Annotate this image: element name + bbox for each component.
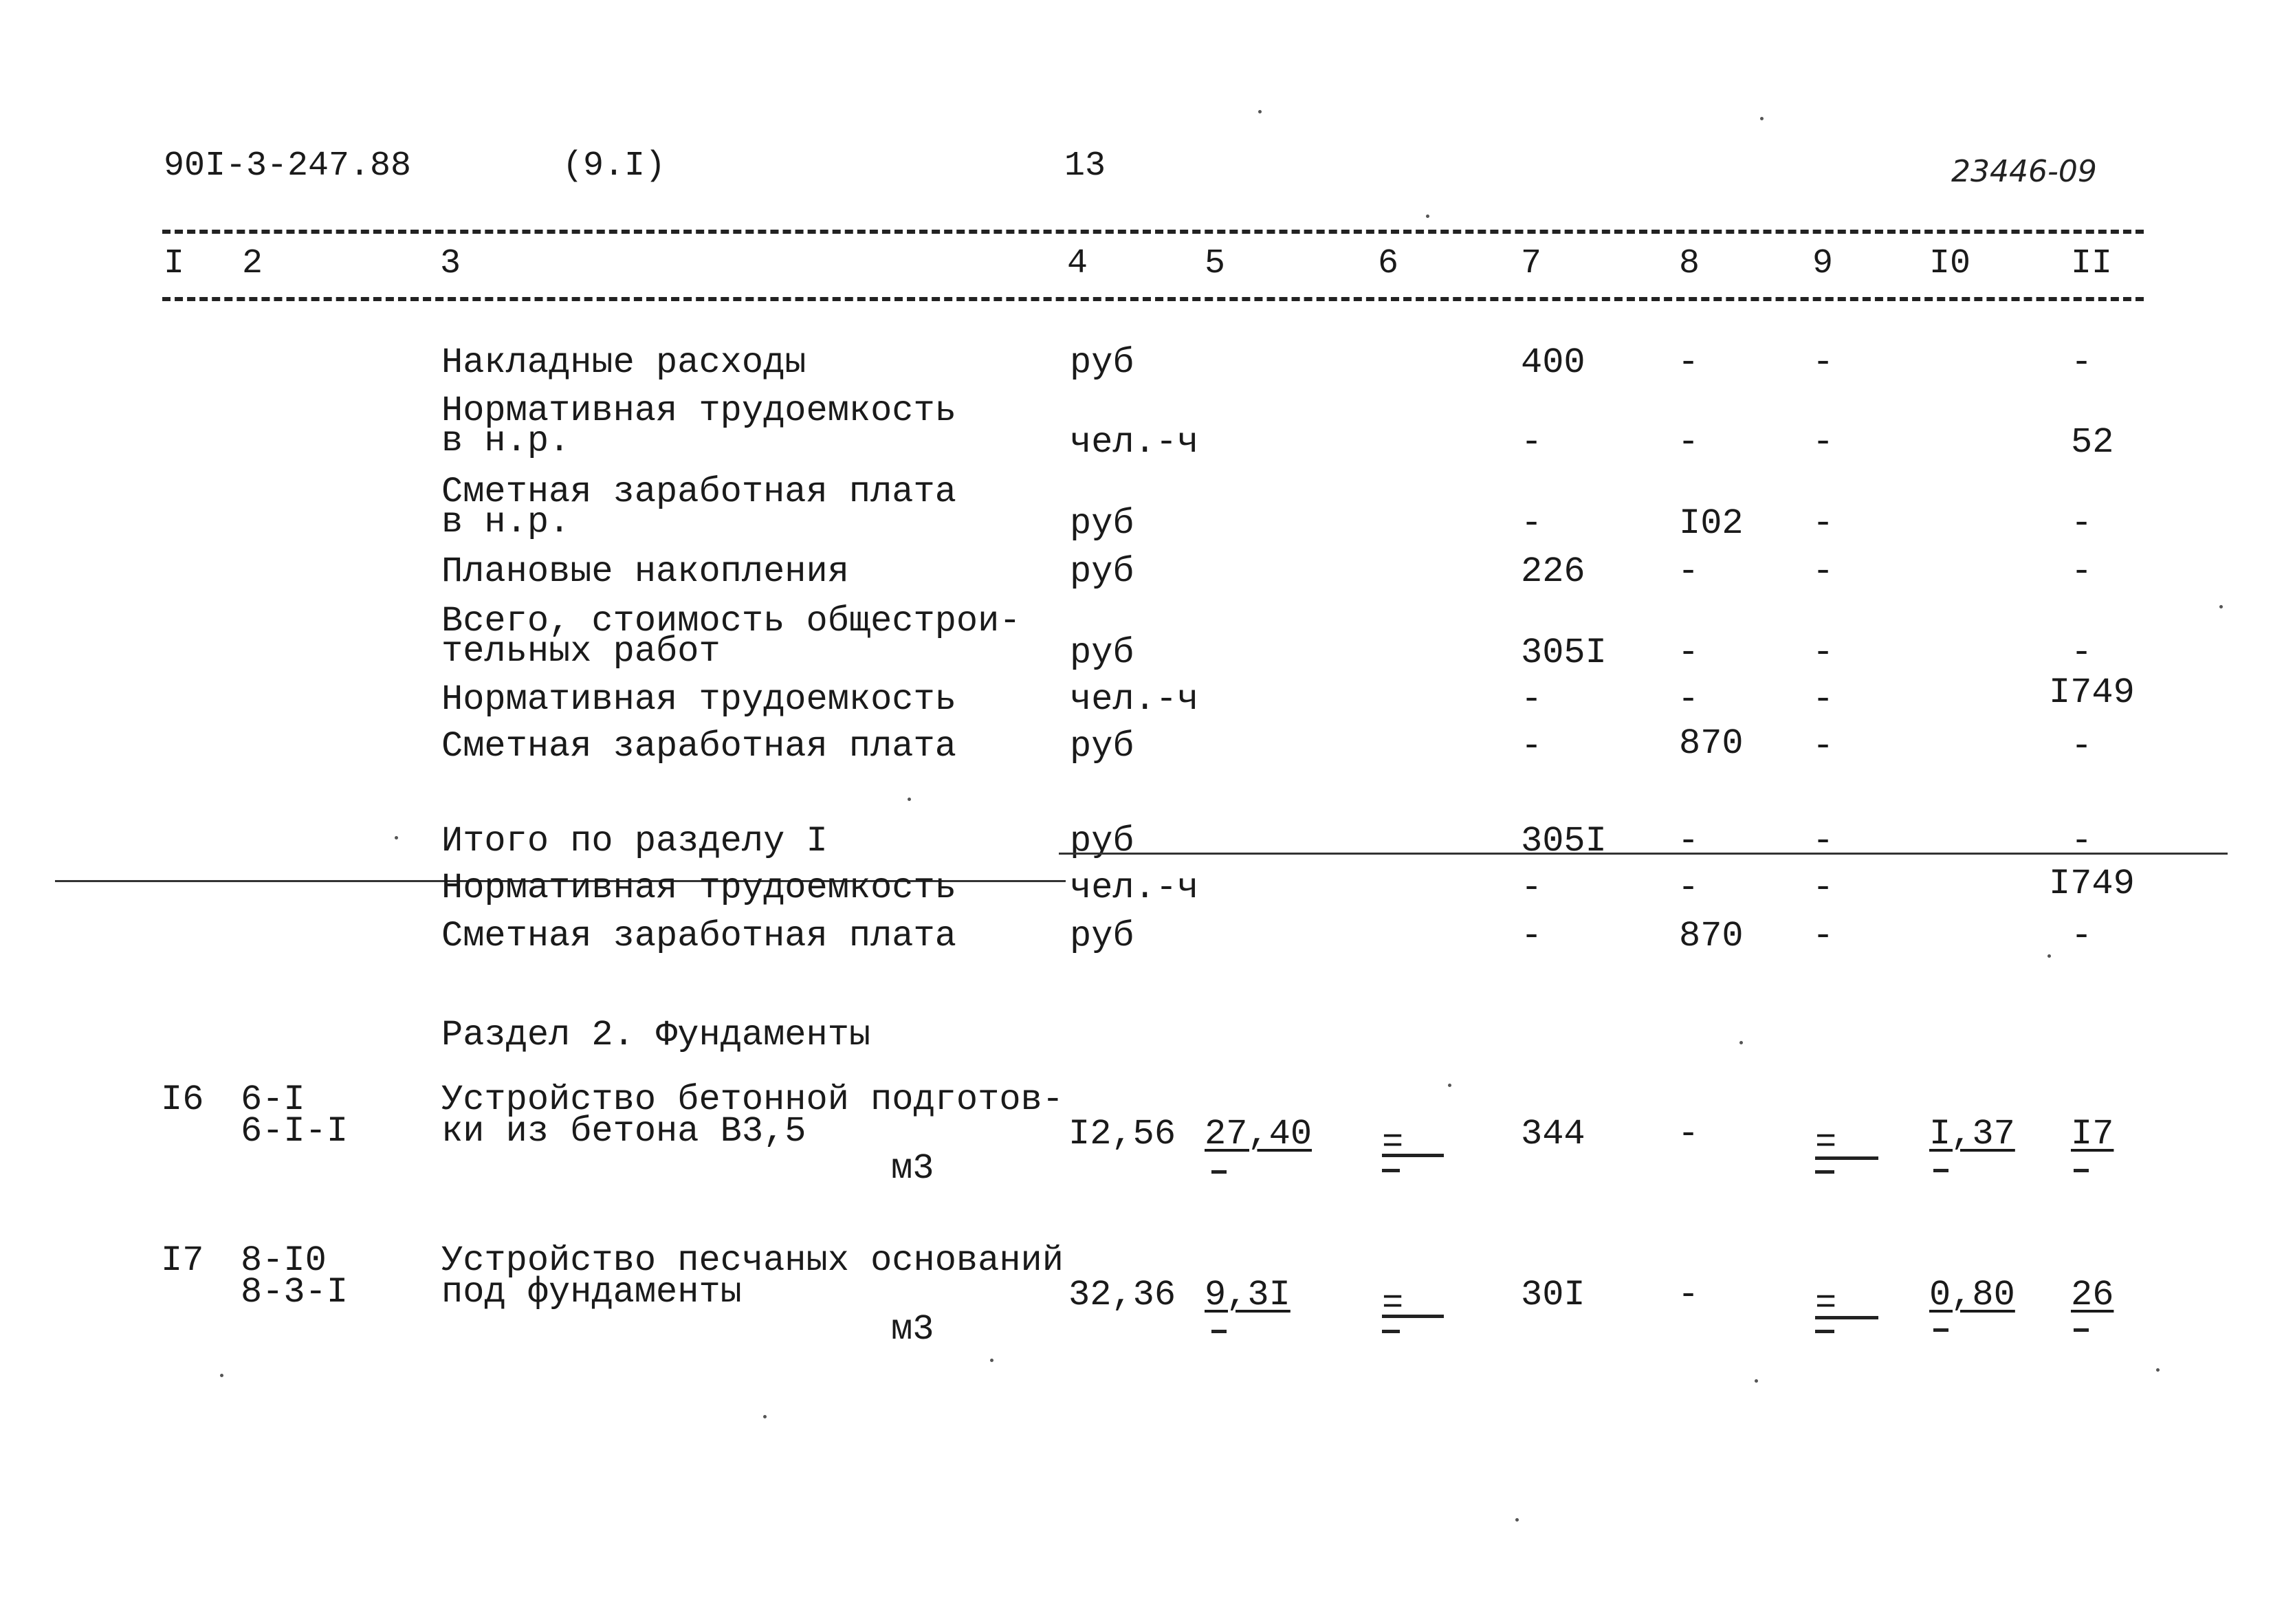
col-header-4: 4 — [1067, 244, 1088, 283]
col-header-2: 2 — [242, 244, 263, 283]
summary-row-desc: Плановые накопления — [441, 551, 849, 592]
document-code: 90I-3-247.88 — [164, 146, 412, 186]
summary-row-col8: - — [1678, 422, 1700, 463]
col-header-8: 8 — [1679, 244, 1700, 283]
summary-row-unit: чел.-ч — [1070, 868, 1199, 908]
summary-row-desc: Сметная заработная плата — [441, 726, 956, 767]
item-code: 8-I0 — [241, 1240, 327, 1281]
item-labor-norm-mark — [1933, 1328, 1948, 1332]
scan-speck — [2156, 1368, 2160, 1372]
scan-crease-line — [1059, 853, 2228, 855]
summary-row-col11: - — [2071, 342, 2093, 383]
summary-row-col11: - — [2071, 916, 2093, 956]
scan-speck — [2047, 954, 2051, 958]
section-total-unit: руб — [1070, 821, 1134, 862]
item-code-secondary: 6-I-I — [241, 1111, 349, 1152]
item-description-cont: под фундаменты — [441, 1272, 742, 1313]
header-bottom-rule — [162, 297, 2144, 301]
summary-row-desc-cont: в н.р. — [441, 421, 571, 461]
scan-speck — [1760, 117, 1764, 120]
summary-row-col7: - — [1521, 503, 1543, 544]
summary-row-col7: - — [1521, 679, 1543, 720]
item-labor-total-mark — [2074, 1328, 2089, 1332]
item-quantity: I2,56 — [1068, 1114, 1176, 1154]
summary-row-col9: - — [1812, 342, 1834, 383]
summary-row-col9: - — [1812, 551, 1834, 592]
summary-row-col8: - — [1678, 679, 1700, 720]
item-col9: = — [1815, 1122, 1837, 1163]
summary-row-col11: - — [2071, 503, 2093, 544]
item-position: I7 — [161, 1240, 204, 1281]
summary-row-col9: - — [1812, 726, 1834, 767]
item-col9-mark — [1815, 1156, 1878, 1160]
summary-row-col11: I749 — [2049, 672, 2135, 713]
scan-speck — [1426, 215, 1429, 218]
item-col8: - — [1678, 1114, 1700, 1154]
col-header-5: 5 — [1205, 244, 1226, 283]
summary-row-desc: Накладные расходы — [441, 342, 806, 383]
scan-speck — [2219, 605, 2223, 608]
summary-row-desc: Сметная заработная плата — [441, 916, 956, 956]
section-heading: Раздел 2. Фундаменты — [441, 1015, 871, 1055]
summary-row-col7: - — [1521, 422, 1543, 463]
scan-speck — [908, 798, 911, 801]
summary-row-col8: - — [1678, 551, 1700, 592]
item-labor-norm: I,37 — [1929, 1114, 2015, 1154]
scan-speck — [1515, 1518, 1519, 1522]
scan-speck — [1258, 110, 1262, 113]
item-total-cost: 30I — [1521, 1275, 1585, 1315]
archive-number: 23446-09 — [1951, 154, 2097, 189]
section-total-col7: 305I — [1521, 821, 1607, 862]
item-col9-mark — [1815, 1170, 1834, 1174]
summary-row-unit: руб — [1070, 916, 1134, 956]
section-total-desc: Итого по разделу I — [441, 821, 828, 862]
scan-speck — [763, 1415, 767, 1418]
section-total-col11: - — [2071, 821, 2093, 862]
summary-row-col9: - — [1812, 503, 1834, 544]
summary-row-col9: - — [1812, 422, 1834, 463]
scan-speck — [1755, 1379, 1758, 1383]
summary-row-col8: - — [1678, 868, 1700, 908]
summary-row-col11: - — [2071, 551, 2093, 592]
item-position: I6 — [161, 1079, 204, 1120]
summary-row-col7: 305I — [1521, 633, 1607, 673]
item-unit-price-mark — [1211, 1330, 1227, 1333]
item-unit: м3 — [891, 1309, 934, 1350]
item-code: 6-I — [241, 1079, 305, 1120]
summary-row-unit: руб — [1070, 503, 1134, 544]
item-total-cost: 344 — [1521, 1114, 1585, 1154]
item-description: Устройство песчаных оснований — [441, 1240, 1064, 1281]
item-col9: = — [1815, 1283, 1837, 1324]
item-col6-mark — [1382, 1330, 1400, 1333]
col-header-3: 3 — [440, 244, 461, 283]
summary-row-col8: 870 — [1679, 723, 1744, 764]
item-unit-price: 27,40 — [1205, 1114, 1313, 1154]
summary-row-desc: Нормативная трудоемкость — [441, 391, 956, 431]
summary-row-col8: - — [1678, 633, 1700, 673]
summary-row-desc: Всего, стоимость общестрои- — [441, 601, 1021, 641]
item-unit: м3 — [891, 1148, 934, 1189]
col-header-6: 6 — [1378, 244, 1399, 283]
summary-row-col9: - — [1812, 679, 1834, 720]
summary-row-unit: руб — [1070, 633, 1134, 673]
item-col9-mark — [1815, 1330, 1834, 1333]
scan-speck — [1448, 1084, 1451, 1087]
col-header-10: I0 — [1929, 244, 1971, 283]
item-col6: = — [1382, 1283, 1404, 1324]
summary-row-col11: I749 — [2049, 864, 2135, 904]
item-code-secondary: 8-3-I — [241, 1272, 349, 1313]
col-header-9: 9 — [1812, 244, 1834, 283]
summary-row-col8: I02 — [1679, 503, 1744, 544]
item-description: Устройство бетонной подготов- — [441, 1079, 1064, 1120]
col-header-7: 7 — [1521, 244, 1542, 283]
summary-row-col8: - — [1678, 342, 1700, 383]
section-total-col9: - — [1812, 821, 1834, 862]
item-col6-mark — [1382, 1315, 1444, 1318]
summary-row-unit: руб — [1070, 342, 1134, 383]
item-labor-norm: 0,80 — [1929, 1275, 2015, 1315]
item-unit-price-mark — [1211, 1170, 1227, 1174]
summary-row-col11: 52 — [2071, 422, 2114, 463]
summary-row-col7: - — [1521, 916, 1543, 956]
col-header-1: I — [164, 244, 185, 283]
summary-row-desc: Нормативная трудоемкость — [441, 868, 956, 908]
col-header-11: II — [2071, 244, 2113, 283]
summary-row-col7: 226 — [1521, 551, 1585, 592]
item-quantity: 32,36 — [1068, 1275, 1176, 1315]
scan-speck — [220, 1374, 223, 1377]
item-labor-norm-mark — [1933, 1169, 1948, 1172]
summary-row-desc-cont: в н.р. — [441, 502, 571, 542]
summary-row-col7: 400 — [1521, 342, 1585, 383]
item-unit-price: 9,3I — [1205, 1275, 1291, 1315]
item-col8: - — [1678, 1275, 1700, 1315]
item-labor-total-mark — [2074, 1169, 2089, 1172]
item-labor-total: I7 — [2071, 1114, 2114, 1154]
item-col9-mark — [1815, 1316, 1878, 1319]
item-col6: = — [1382, 1122, 1404, 1163]
scan-speck — [1739, 1041, 1743, 1044]
summary-row-col9: - — [1812, 633, 1834, 673]
summary-row-desc: Сметная заработная плата — [441, 472, 956, 512]
header-top-rule — [162, 230, 2144, 234]
item-labor-total: 26 — [2071, 1275, 2114, 1315]
summary-row-col7: - — [1521, 726, 1543, 767]
summary-row-col7: - — [1521, 868, 1543, 908]
item-col6-mark — [1382, 1154, 1444, 1157]
section-reference: (9.I) — [562, 146, 666, 186]
summary-row-unit: руб — [1070, 726, 1134, 767]
scan-speck — [990, 1359, 993, 1362]
summary-row-desc-cont: тельных работ — [441, 631, 721, 672]
summary-row-col9: - — [1812, 868, 1834, 908]
summary-row-desc: Нормативная трудоемкость — [441, 679, 956, 720]
item-description-cont: ки из бетона В3,5 — [441, 1111, 806, 1152]
summary-row-unit: чел.-ч — [1070, 679, 1199, 720]
page-number: 13 — [1064, 146, 1106, 186]
summary-row-unit: чел.-ч — [1070, 422, 1199, 463]
summary-row-col11: - — [2071, 633, 2093, 673]
summary-row-col11: - — [2071, 726, 2093, 767]
section-total-col8: - — [1678, 821, 1700, 862]
summary-row-col9: - — [1812, 916, 1834, 956]
summary-row-unit: руб — [1070, 551, 1134, 592]
scan-speck — [395, 836, 398, 840]
summary-row-col8: 870 — [1679, 916, 1744, 956]
item-col6-mark — [1382, 1169, 1400, 1172]
